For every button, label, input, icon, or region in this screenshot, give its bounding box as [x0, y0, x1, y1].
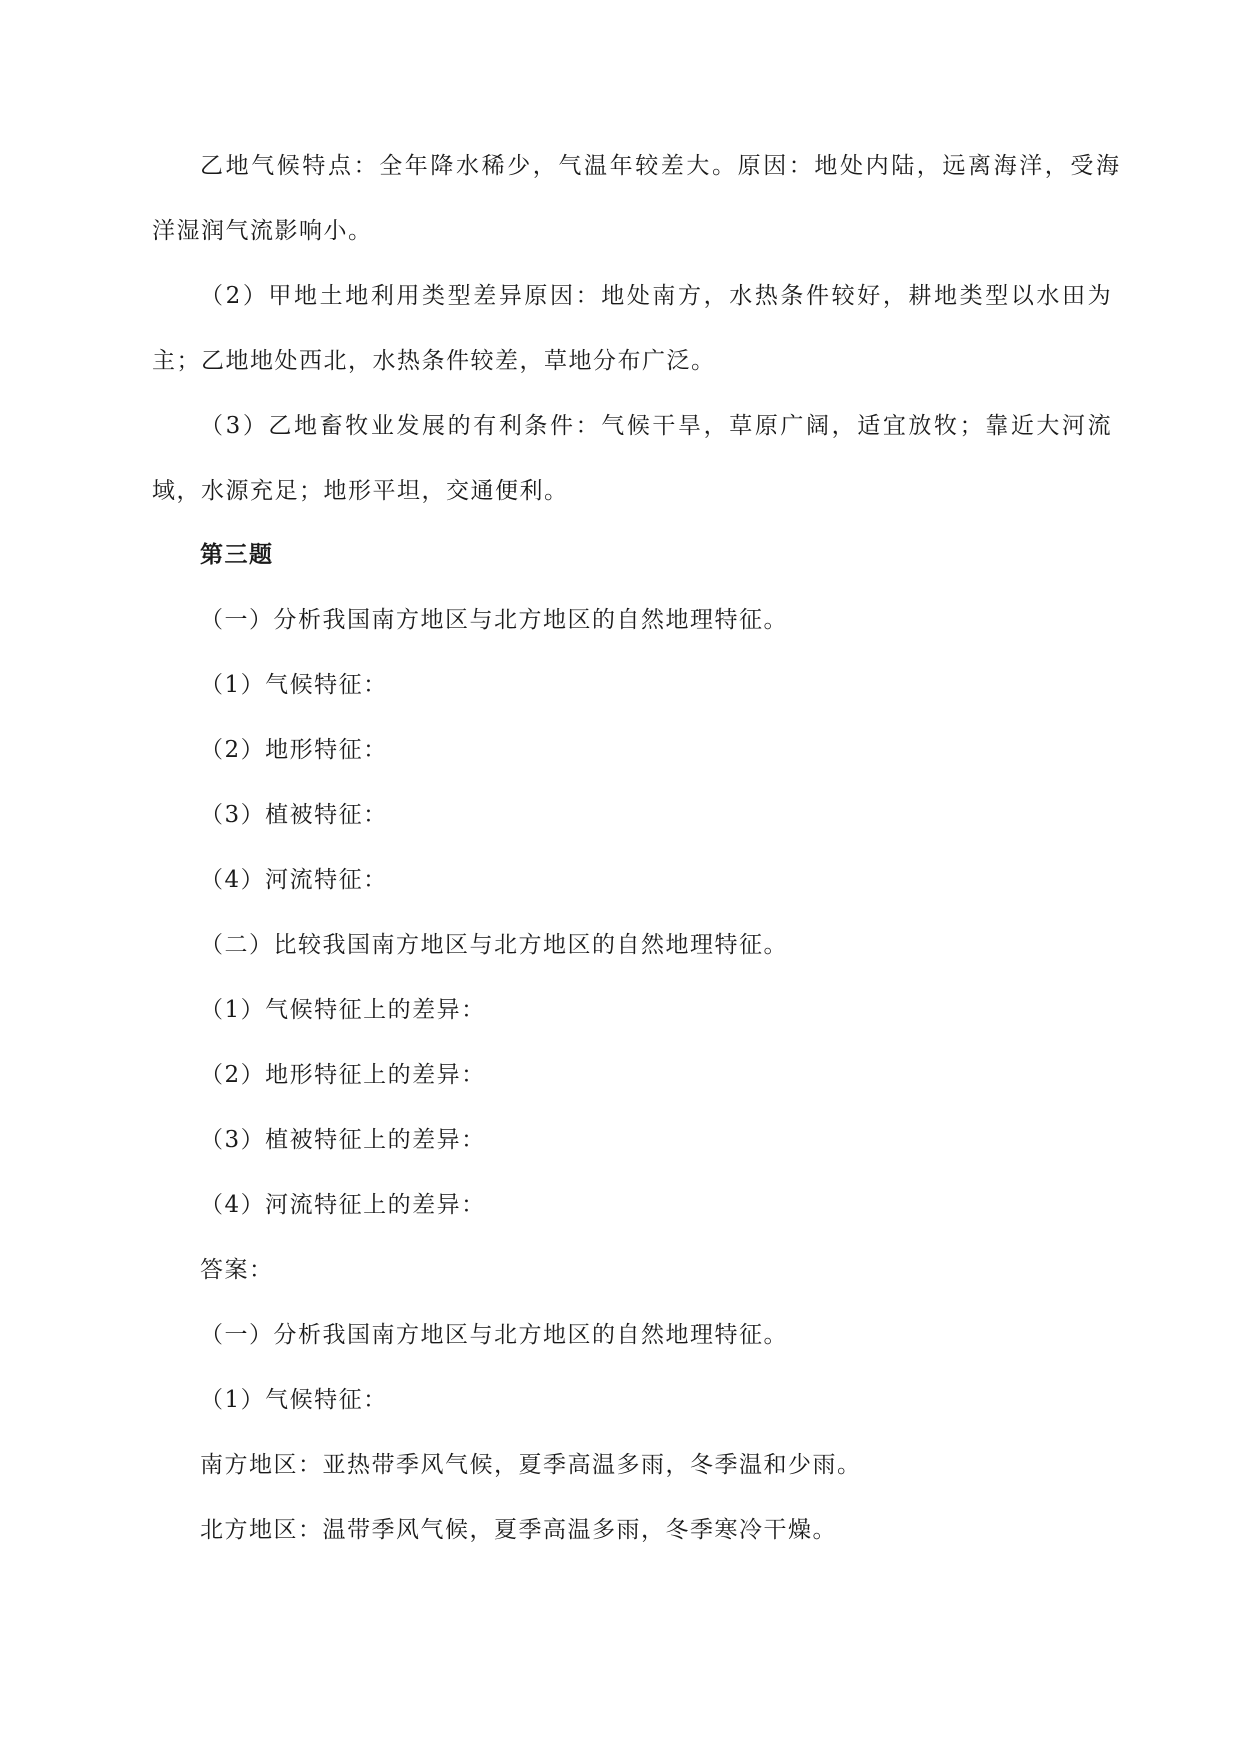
question-item: （4）河流特征上的差异：: [200, 1192, 486, 1218]
question-item: （1）气候特征上的差异：: [200, 997, 486, 1023]
paragraph-line: 域，水源充足；地形平坦，交通便利。: [152, 478, 569, 504]
answer-label: 答案：: [200, 1257, 274, 1283]
question-item: （2）地形特征上的差异：: [200, 1062, 486, 1088]
answer-north: 北方地区：温带季风气候，夏季高温多雨，冬季寒冷干燥。: [200, 1517, 837, 1543]
paragraph-line: （3）乙地畜牧业发展的有利条件：气候干旱，草原广阔，适宜放牧；靠近大河流: [200, 413, 1114, 439]
paragraph-line: 乙地气候特点：全年降水稀少，气温年较差大。原因：地处内陆，远离海洋，受海: [200, 153, 1122, 179]
question-title: （一）分析我国南方地区与北方地区的自然地理特征。: [200, 607, 788, 633]
question-title: （二）比较我国南方地区与北方地区的自然地理特征。: [200, 932, 788, 958]
paragraph-line: 主；乙地地处西北，水热条件较差，草地分布广泛。: [152, 348, 716, 374]
answer-title: （一）分析我国南方地区与北方地区的自然地理特征。: [200, 1322, 788, 1348]
question-item: （2）地形特征：: [200, 737, 388, 763]
question-item: （1）气候特征：: [200, 672, 388, 698]
answer-south: 南方地区：亚热带季风气候，夏季高温多雨，冬季温和少雨。: [200, 1452, 862, 1478]
question-item: （3）植被特征上的差异：: [200, 1127, 486, 1153]
paragraph-line: 洋湿润气流影响小。: [152, 218, 373, 244]
paragraph-line: （2）甲地土地利用类型差异原因：地处南方，水热条件较好，耕地类型以水田为: [200, 283, 1114, 309]
question-item: （3）植被特征：: [200, 802, 388, 828]
question-item: （4）河流特征：: [200, 867, 388, 893]
answer-item: （1）气候特征：: [200, 1387, 388, 1413]
section-heading: 第三题: [200, 541, 274, 568]
